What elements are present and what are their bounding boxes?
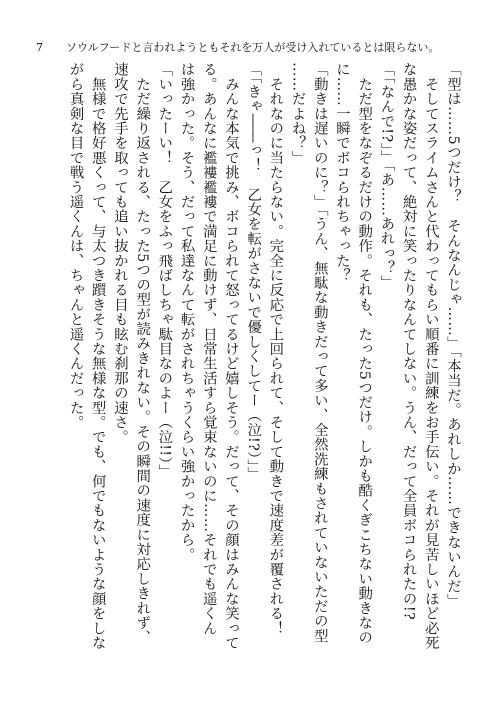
text-line: そしてスライムさんと代わってもらい順番に訓練をお手伝い。それが見苦しいほど必死 [422,62,439,650]
text-line: みんな本気で挑み、ボコられて怒ってるけど嬉しそう。だって、その顔はみんな笑って [222,62,239,650]
page-number: 7 [36,41,43,54]
text-line: それなのに当たらない。完全に反応で上回られて、そして動きで速度差が覆される！ [267,62,284,636]
text-line: は強かった。そう、だって私達なんて転がされちゃうくらい強かったから。 [178,62,195,562]
text-line: に……一瞬でボコられちゃった？ [333,62,350,283]
text-line: 「いったーい！ 乙女をふっ飛ばしちゃ駄目なのよー（泣!!）」 [156,62,173,479]
text-line: 速攻で先手を取っても追い抜かれる目も眩む刹那の速さ。 [111,62,128,445]
text-line: 「型は……5つだけ？ そんなんじゃ……」「本当だ。あれしか……できないんだ」 [445,62,461,609]
text-line: 「「きゃ――っ！ 乙女を転がさないで優しくしてー（泣!?）」」 [245,62,262,481]
text-line: がら真剣な目で戦う遥くんは、ちゃんと遥くんだった。 [67,62,84,430]
text-line: 「「なんで!?」」「あ……あれっ？」 [378,62,395,290]
text-line: 「動きは遅いのに？」「うん、無駄な動きだって多い、全然洗練もされていないただの型 [311,62,328,643]
text-line: ただ型をなぞるだけの動作。それも、たった5つだけ。しかも酷くぎこちない動きなの [356,62,373,645]
text-line: ただ繰り返される、たった5つの型が読みきれない。その瞬間の速度に対応しきれず、 [134,62,151,645]
running-title: ソウルフードと言われようともそれを万人が受け入れているとは限らない。 [66,41,440,54]
text-line: 無様で格好悪くって、与太つき躓きそうな無様な型。でも、何でもないような顔をしな [89,62,106,650]
text-line: ……だよね？」 [289,62,306,165]
text-line: る。あんなに襤褸襤褸で満足に動けず、日常生活すら覚束ないのに……それでも遥くん [200,62,217,636]
text-line: な愚かな姿だって、絶対に笑ったりなんてしない。うん、だって全員ボコられたの!? [400,62,417,620]
body-text [34,62,464,694]
page-header [36,40,476,56]
